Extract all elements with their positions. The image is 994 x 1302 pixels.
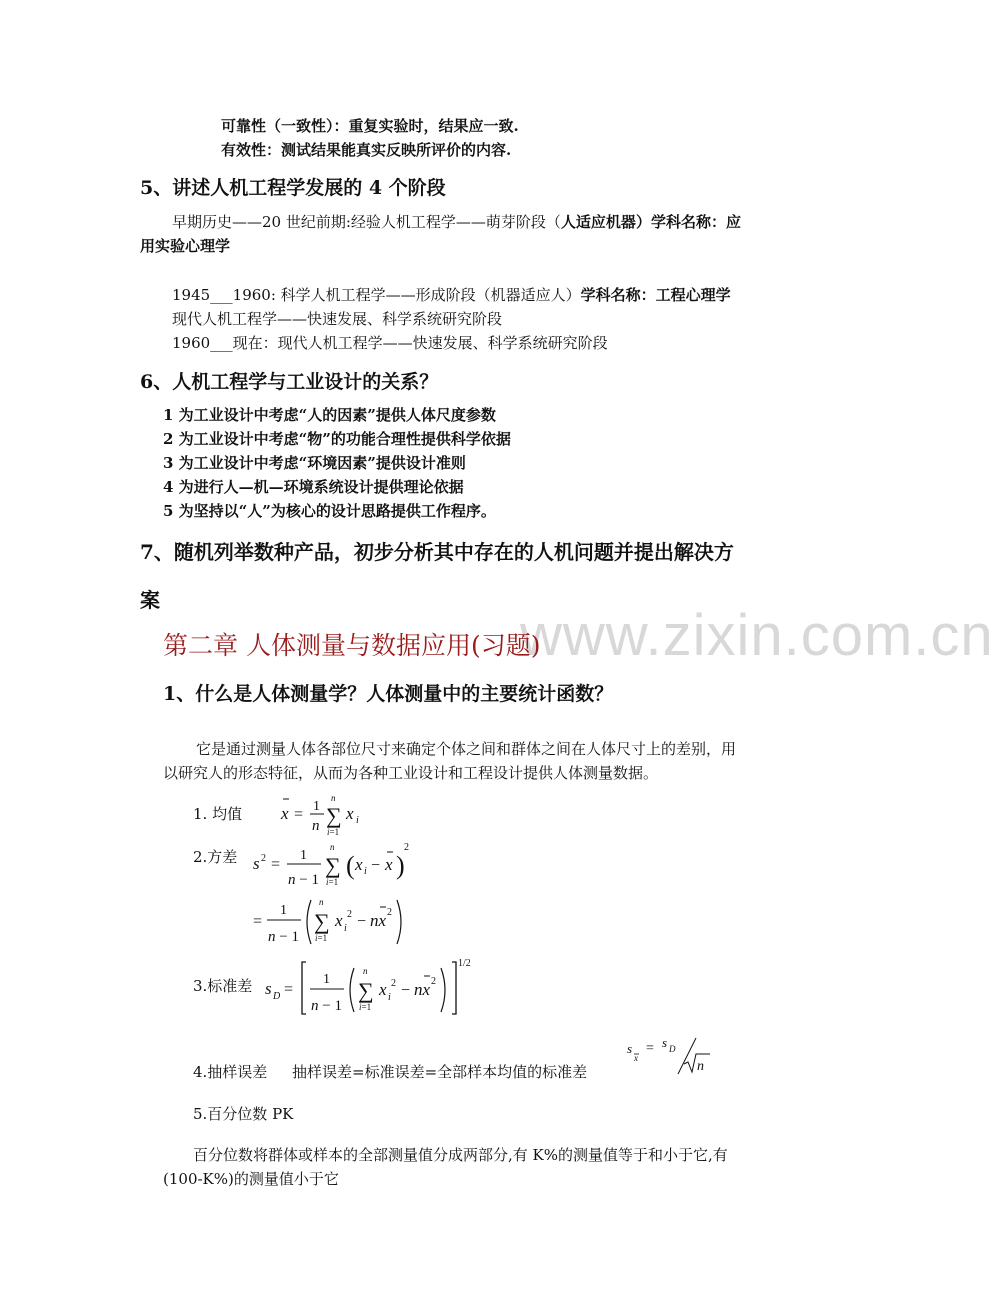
- svg-text:n − 1: n − 1: [288, 872, 319, 888]
- svg-text:−: −: [357, 913, 367, 930]
- svg-text:D: D: [273, 991, 281, 1002]
- svg-text:i=1: i=1: [327, 827, 340, 837]
- q7-heading-line2: 案: [140, 588, 160, 612]
- svg-text:i: i: [356, 815, 359, 826]
- svg-text:∑: ∑: [325, 853, 341, 878]
- svg-text:n: n: [697, 1059, 704, 1074]
- svg-text:i: i: [344, 923, 347, 934]
- q1-heading: 1、什么是人体测量学？人体测量中的主要统计函数？: [163, 683, 614, 705]
- svg-text:x: x: [385, 855, 393, 874]
- svg-text:2: 2: [431, 976, 436, 987]
- svg-text:x: x: [355, 855, 363, 874]
- svg-text:(: (: [346, 851, 355, 880]
- svg-text:1: 1: [323, 972, 330, 987]
- svg-text:x: x: [634, 1053, 638, 1063]
- q5-line2: [172, 284, 731, 305]
- svg-text:2: 2: [347, 909, 352, 920]
- variance-label: 2.方差: [193, 848, 238, 866]
- q1-para-line2: 以研究人的形态特征，从而为各种工业设计和工程设计提供人体测量数据。: [163, 764, 659, 782]
- q7-heading-line1: 7、随机列举数种产品，初步分析其中存在的人机问题并提出解决方: [140, 540, 734, 564]
- q5-line1-c: ）学科名称：应: [635, 213, 741, 231]
- reliability-line: 可靠性（一致性）：重复实验时，结果应一致.: [221, 117, 519, 135]
- svg-text:2: 2: [404, 842, 409, 853]
- validity-line: 有效性：测试结果能真实反映所评价的内容.: [221, 141, 512, 159]
- q5-line1: [172, 211, 741, 232]
- svg-text:1: 1: [280, 903, 287, 918]
- svg-text:∑: ∑: [314, 909, 330, 934]
- q5-line3: 现代人机工程学——快速发展、科学系统研究阶段: [172, 310, 503, 328]
- svg-text:x: x: [346, 804, 354, 823]
- q5-line2-b: 学科名称：工程心理学: [580, 286, 731, 304]
- svg-text:1: 1: [313, 799, 320, 814]
- svg-text:n: n: [363, 966, 368, 976]
- q6-heading: 6、人机工程学与工业设计的关系？: [140, 371, 439, 393]
- std-formula: [262, 952, 482, 1024]
- svg-text:=: =: [646, 1041, 654, 1056]
- percentile-para-line2: (100-K%)的测量值小于它: [163, 1170, 339, 1188]
- svg-text:1/2: 1/2: [458, 958, 471, 969]
- svg-text:n: n: [331, 793, 336, 803]
- q6-item: 2 为工业设计中考虑“物”的功能合理性提供科学依据: [163, 430, 511, 448]
- svg-text:1: 1: [300, 848, 307, 863]
- q1-para-line1: 它是通过测量人体各部位尺寸来确定个体之间和群体之间在人体尺寸上的差别，用: [196, 740, 737, 758]
- svg-text:−: −: [401, 982, 411, 999]
- q6-item: 5 为坚持以“人”为核心的设计思路提供工作程序。: [163, 502, 496, 520]
- q6-item: 4 为进行人—机—环境系统设计提供理论依据: [163, 478, 464, 496]
- variance-formula-2: [250, 890, 430, 952]
- svg-text:−: −: [371, 857, 381, 874]
- svg-text:D: D: [669, 1044, 676, 1054]
- svg-text:∑: ∑: [358, 978, 374, 1003]
- svg-text:i=1: i=1: [359, 1002, 372, 1012]
- svg-text:∑: ∑: [326, 803, 342, 828]
- std-label: 3.标准差: [193, 977, 253, 995]
- sampling-label: 4.抽样误差: [193, 1063, 268, 1081]
- q6-item: 1 为工业设计中考虑“人的因素”提供人体尺度参数: [163, 406, 496, 424]
- svg-text:n − 1: n − 1: [268, 929, 299, 945]
- svg-text:s: s: [265, 979, 272, 998]
- svg-text:nx: nx: [414, 980, 431, 999]
- q5-line1-b: 人适应机器: [560, 213, 636, 231]
- q5-line4: 1960___现在：现代人机工程学——快速发展、科学系统研究阶段: [172, 334, 608, 352]
- percentile-para-line1: 百分位数将群体或样本的全部测量值分成两部分,有 K%的测量值等于和小于它,有: [193, 1146, 728, 1164]
- q5-line1-cont: 用实验心理学: [140, 237, 231, 255]
- svg-text:2: 2: [387, 907, 392, 918]
- svg-text:x: x: [379, 980, 387, 999]
- svg-text:s: s: [627, 1041, 633, 1056]
- svg-text:i=1: i=1: [315, 933, 328, 943]
- svg-text:x: x: [281, 804, 289, 823]
- mean-label: 1. 均值: [193, 805, 243, 823]
- svg-text:=: =: [284, 981, 294, 998]
- svg-text:n: n: [312, 818, 320, 834]
- svg-text:n: n: [319, 897, 324, 907]
- svg-text:nx: nx: [370, 911, 387, 930]
- variance-formula-1: [250, 835, 420, 893]
- svg-text:=: =: [253, 913, 263, 930]
- svg-text:x: x: [335, 911, 343, 930]
- q5-heading: 5、讲述人机工程学发展的 4 个阶段: [140, 177, 446, 199]
- sampling-desc: 抽样误差=标准误差=全部样本均值的标准差: [292, 1063, 588, 1081]
- svg-text:s: s: [662, 1035, 668, 1050]
- sampling-formula: [624, 1032, 720, 1078]
- percentile-label: 5.百分位数 PK: [193, 1105, 294, 1123]
- svg-text:2: 2: [261, 853, 266, 864]
- svg-text:i: i: [364, 866, 367, 877]
- chapter-title: 第二章 人体测量与数据应用(习题): [163, 631, 541, 660]
- svg-text:n: n: [330, 842, 335, 852]
- q6-item: 3 为工业设计中考虑“环境因素”提供设计准则: [163, 454, 466, 472]
- q5-line1-a: 早期历史——20 世纪前期:经验人机工程学——萌芽阶段（: [172, 213, 561, 231]
- svg-text:): ): [396, 851, 405, 880]
- svg-text:n − 1: n − 1: [311, 998, 342, 1014]
- svg-text:=: =: [271, 856, 281, 873]
- watermark-text: www.zixin.com.cn: [520, 603, 994, 668]
- svg-text:s: s: [253, 854, 260, 873]
- svg-text:=: =: [294, 806, 304, 823]
- svg-text:i=1: i=1: [326, 877, 339, 887]
- svg-text:i: i: [388, 992, 391, 1003]
- svg-text:2: 2: [391, 978, 396, 989]
- q5-line2-a: 1945___1960: 科学人机工程学——形成阶段（机器适应人）: [172, 286, 581, 304]
